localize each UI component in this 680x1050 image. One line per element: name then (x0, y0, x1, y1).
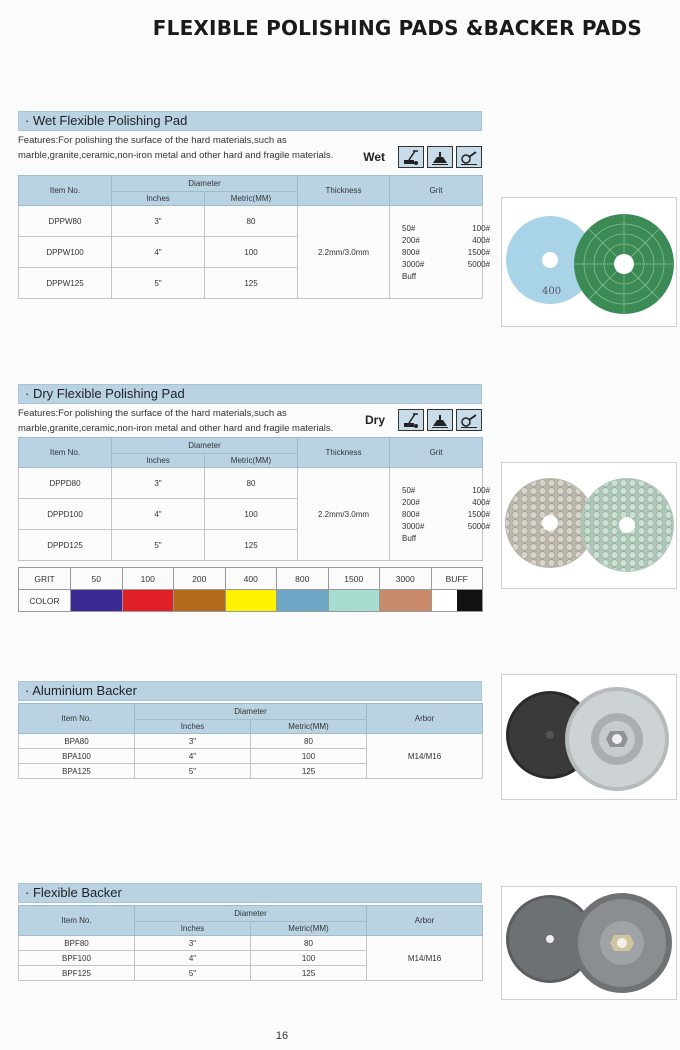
hand-polisher-icon (427, 409, 453, 431)
item-no: BPF80 (19, 936, 135, 951)
inches-value: 5" (135, 966, 251, 981)
metric-value: 100 (251, 951, 367, 966)
grit-value: 3000# (402, 259, 425, 269)
metric-value: 80 (251, 936, 367, 951)
grit-cell: 400 (225, 568, 277, 590)
grit-cell: 3000 (380, 568, 432, 590)
item-no: DPPD100 (19, 499, 112, 530)
grit-value: 1500# (467, 509, 491, 519)
inches-value: 3" (135, 734, 251, 749)
header-metric: Metric(MM) (205, 192, 298, 206)
aluminium-backer-photo (501, 674, 677, 800)
item-no: BPA125 (19, 764, 135, 779)
dry-pad-photo (501, 462, 677, 589)
grit-value: 1500# (467, 247, 491, 257)
grit-value: 400# (472, 497, 491, 507)
section-header: · Aluminium Backer (18, 681, 482, 701)
metric-value: 80 (251, 734, 367, 749)
header-grit: Grit (390, 176, 483, 206)
page-number: 16 (275, 1030, 289, 1042)
thickness-value: 2.2mm/3.0mm (298, 206, 390, 299)
inches-value: 4" (112, 499, 205, 530)
color-row-label: COLOR (19, 590, 71, 612)
header-diameter: Diameter (135, 704, 367, 720)
section-header: · Wet Flexible Polishing Pad (18, 111, 482, 131)
usage-mode (365, 409, 482, 431)
dry-pad-spec-table (18, 437, 491, 561)
inches-value: 3" (135, 936, 251, 951)
table-row (19, 468, 483, 499)
floor-grinder-icon (398, 146, 424, 168)
grit-row-label: GRIT (19, 568, 71, 590)
item-no: BPA80 (19, 734, 135, 749)
wet-pad-spec-table (18, 175, 491, 299)
grit-value: 400# (472, 235, 491, 245)
header-metric: Metric(MM) (205, 454, 298, 468)
header-metric: Metric(MM) (251, 922, 367, 936)
grit-value: 800# (402, 509, 420, 519)
inches-value: 5" (112, 530, 205, 561)
grit-value: 3000# (402, 521, 425, 531)
grit-value: 100# (472, 485, 491, 495)
header-diameter: Diameter (135, 906, 367, 922)
header-diameter: Diameter (112, 176, 298, 192)
flexible-backer-photo (501, 886, 677, 1000)
page-title: FLEXIBLE POLISHING PADS &BACKER PADS (152, 16, 642, 40)
inches-value: 5" (112, 268, 205, 299)
pad-grit-marking: 400 (542, 286, 562, 297)
features-line: marble,granite,ceramic,non-iron metal and other hard and fragile materials. (18, 150, 334, 161)
item-no: DPPD80 (19, 468, 112, 499)
inches-value: 4" (135, 749, 251, 764)
item-no: DPPD125 (19, 530, 112, 561)
grit-value: 50# (402, 485, 416, 495)
wall-polisher-icon (456, 409, 482, 431)
features-line: Features:For polishing the surface of the hard materials,such as (18, 408, 287, 419)
wet-pad-section (18, 111, 482, 163)
color-swatch (380, 590, 432, 612)
item-no: BPF125 (19, 966, 135, 981)
grit-value: 200# (402, 235, 420, 245)
grit-cell: 200 (174, 568, 226, 590)
thickness-value: 2.2mm/3.0mm (298, 468, 390, 561)
header-item-no: Item No. (19, 438, 112, 468)
grit-value: 5000# (467, 259, 491, 269)
grit-color-table (18, 567, 483, 612)
inches-value: 3" (112, 206, 205, 237)
metric-value: 100 (205, 237, 298, 268)
grit-value: 800# (402, 247, 420, 257)
flexible-backer-section (18, 883, 482, 981)
grit-value: 50# (402, 223, 416, 233)
aluminium-backer-section (18, 681, 482, 779)
grit-value: Buff (402, 271, 417, 281)
header-grit: Grit (390, 438, 483, 468)
features-line: Features:For polishing the surface of the hard materials,such as (18, 135, 287, 146)
arbor-value: M14/M16 (367, 734, 483, 779)
item-no: BPF100 (19, 951, 135, 966)
metric-value: 125 (205, 530, 298, 561)
metric-value: 100 (205, 499, 298, 530)
floor-grinder-icon (398, 409, 424, 431)
item-no: BPA100 (19, 749, 135, 764)
header-arbor: Arbor (367, 906, 483, 936)
inches-value: 5" (135, 764, 251, 779)
header-thickness: Thickness (298, 176, 390, 206)
grit-list (390, 206, 491, 299)
header-inches: Inches (135, 720, 251, 734)
grit-value: Buff (402, 533, 417, 543)
table-row (19, 936, 483, 951)
inches-value: 3" (112, 468, 205, 499)
color-swatch (328, 590, 380, 612)
features-text (18, 133, 482, 163)
mode-label: Wet (363, 149, 385, 164)
features-text (18, 406, 482, 436)
aluminium-backer-table (18, 703, 483, 779)
grit-value: 200# (402, 497, 420, 507)
grit-cell: 50 (71, 568, 123, 590)
item-no: DPPW100 (19, 237, 112, 268)
grit-cell: 800 (277, 568, 329, 590)
section-header: · Flexible Backer (18, 883, 482, 903)
grit-value: 100# (472, 223, 491, 233)
buff-black-swatch (457, 590, 482, 611)
features-line: marble,granite,ceramic,non-iron metal and other hard and fragile materials. (18, 423, 334, 434)
grit-cell: BUFF (431, 568, 483, 590)
inches-value: 4" (112, 237, 205, 268)
item-no: DPPW80 (19, 206, 112, 237)
metric-value: 100 (251, 749, 367, 764)
table-row (19, 734, 483, 749)
arbor-value: M14/M16 (367, 936, 483, 981)
header-item-no: Item No. (19, 704, 135, 734)
header-item-no: Item No. (19, 906, 135, 936)
header-inches: Inches (135, 922, 251, 936)
inches-value: 4" (135, 951, 251, 966)
header-metric: Metric(MM) (251, 720, 367, 734)
color-swatch (277, 590, 329, 612)
item-no: DPPW125 (19, 268, 112, 299)
flexible-backer-table (18, 905, 483, 981)
wet-pad-table-wrap (18, 175, 491, 299)
header-item-no: Item No. (19, 176, 112, 206)
hand-polisher-icon (427, 146, 453, 168)
color-swatch (122, 590, 174, 612)
metric-value: 80 (205, 206, 298, 237)
grit-cell: 100 (122, 568, 174, 590)
mode-label: Dry (364, 412, 385, 427)
header-inches: Inches (112, 454, 205, 468)
header-diameter: Diameter (112, 438, 298, 454)
color-swatch (225, 590, 277, 612)
color-swatch (174, 590, 226, 612)
section-header: · Dry Flexible Polishing Pad (18, 384, 482, 404)
dry-pad-section (18, 384, 482, 436)
dry-pad-table-wrap (18, 437, 491, 561)
metric-value: 125 (251, 764, 367, 779)
grit-color-chart (18, 567, 482, 612)
usage-mode (363, 146, 482, 168)
wall-polisher-icon (456, 146, 482, 168)
grit-value: 5000# (467, 521, 491, 531)
color-swatch (71, 590, 123, 612)
metric-value: 125 (205, 268, 298, 299)
buff-white-swatch (432, 590, 457, 611)
color-swatch-buff (431, 590, 483, 612)
grit-list (390, 468, 491, 561)
table-row (19, 206, 483, 237)
header-arbor: Arbor (367, 704, 483, 734)
header-inches: Inches (112, 192, 205, 206)
metric-value: 80 (205, 468, 298, 499)
grit-cell: 1500 (328, 568, 380, 590)
wet-pad-photo (501, 197, 677, 327)
metric-value: 125 (251, 966, 367, 981)
header-thickness: Thickness (298, 438, 390, 468)
